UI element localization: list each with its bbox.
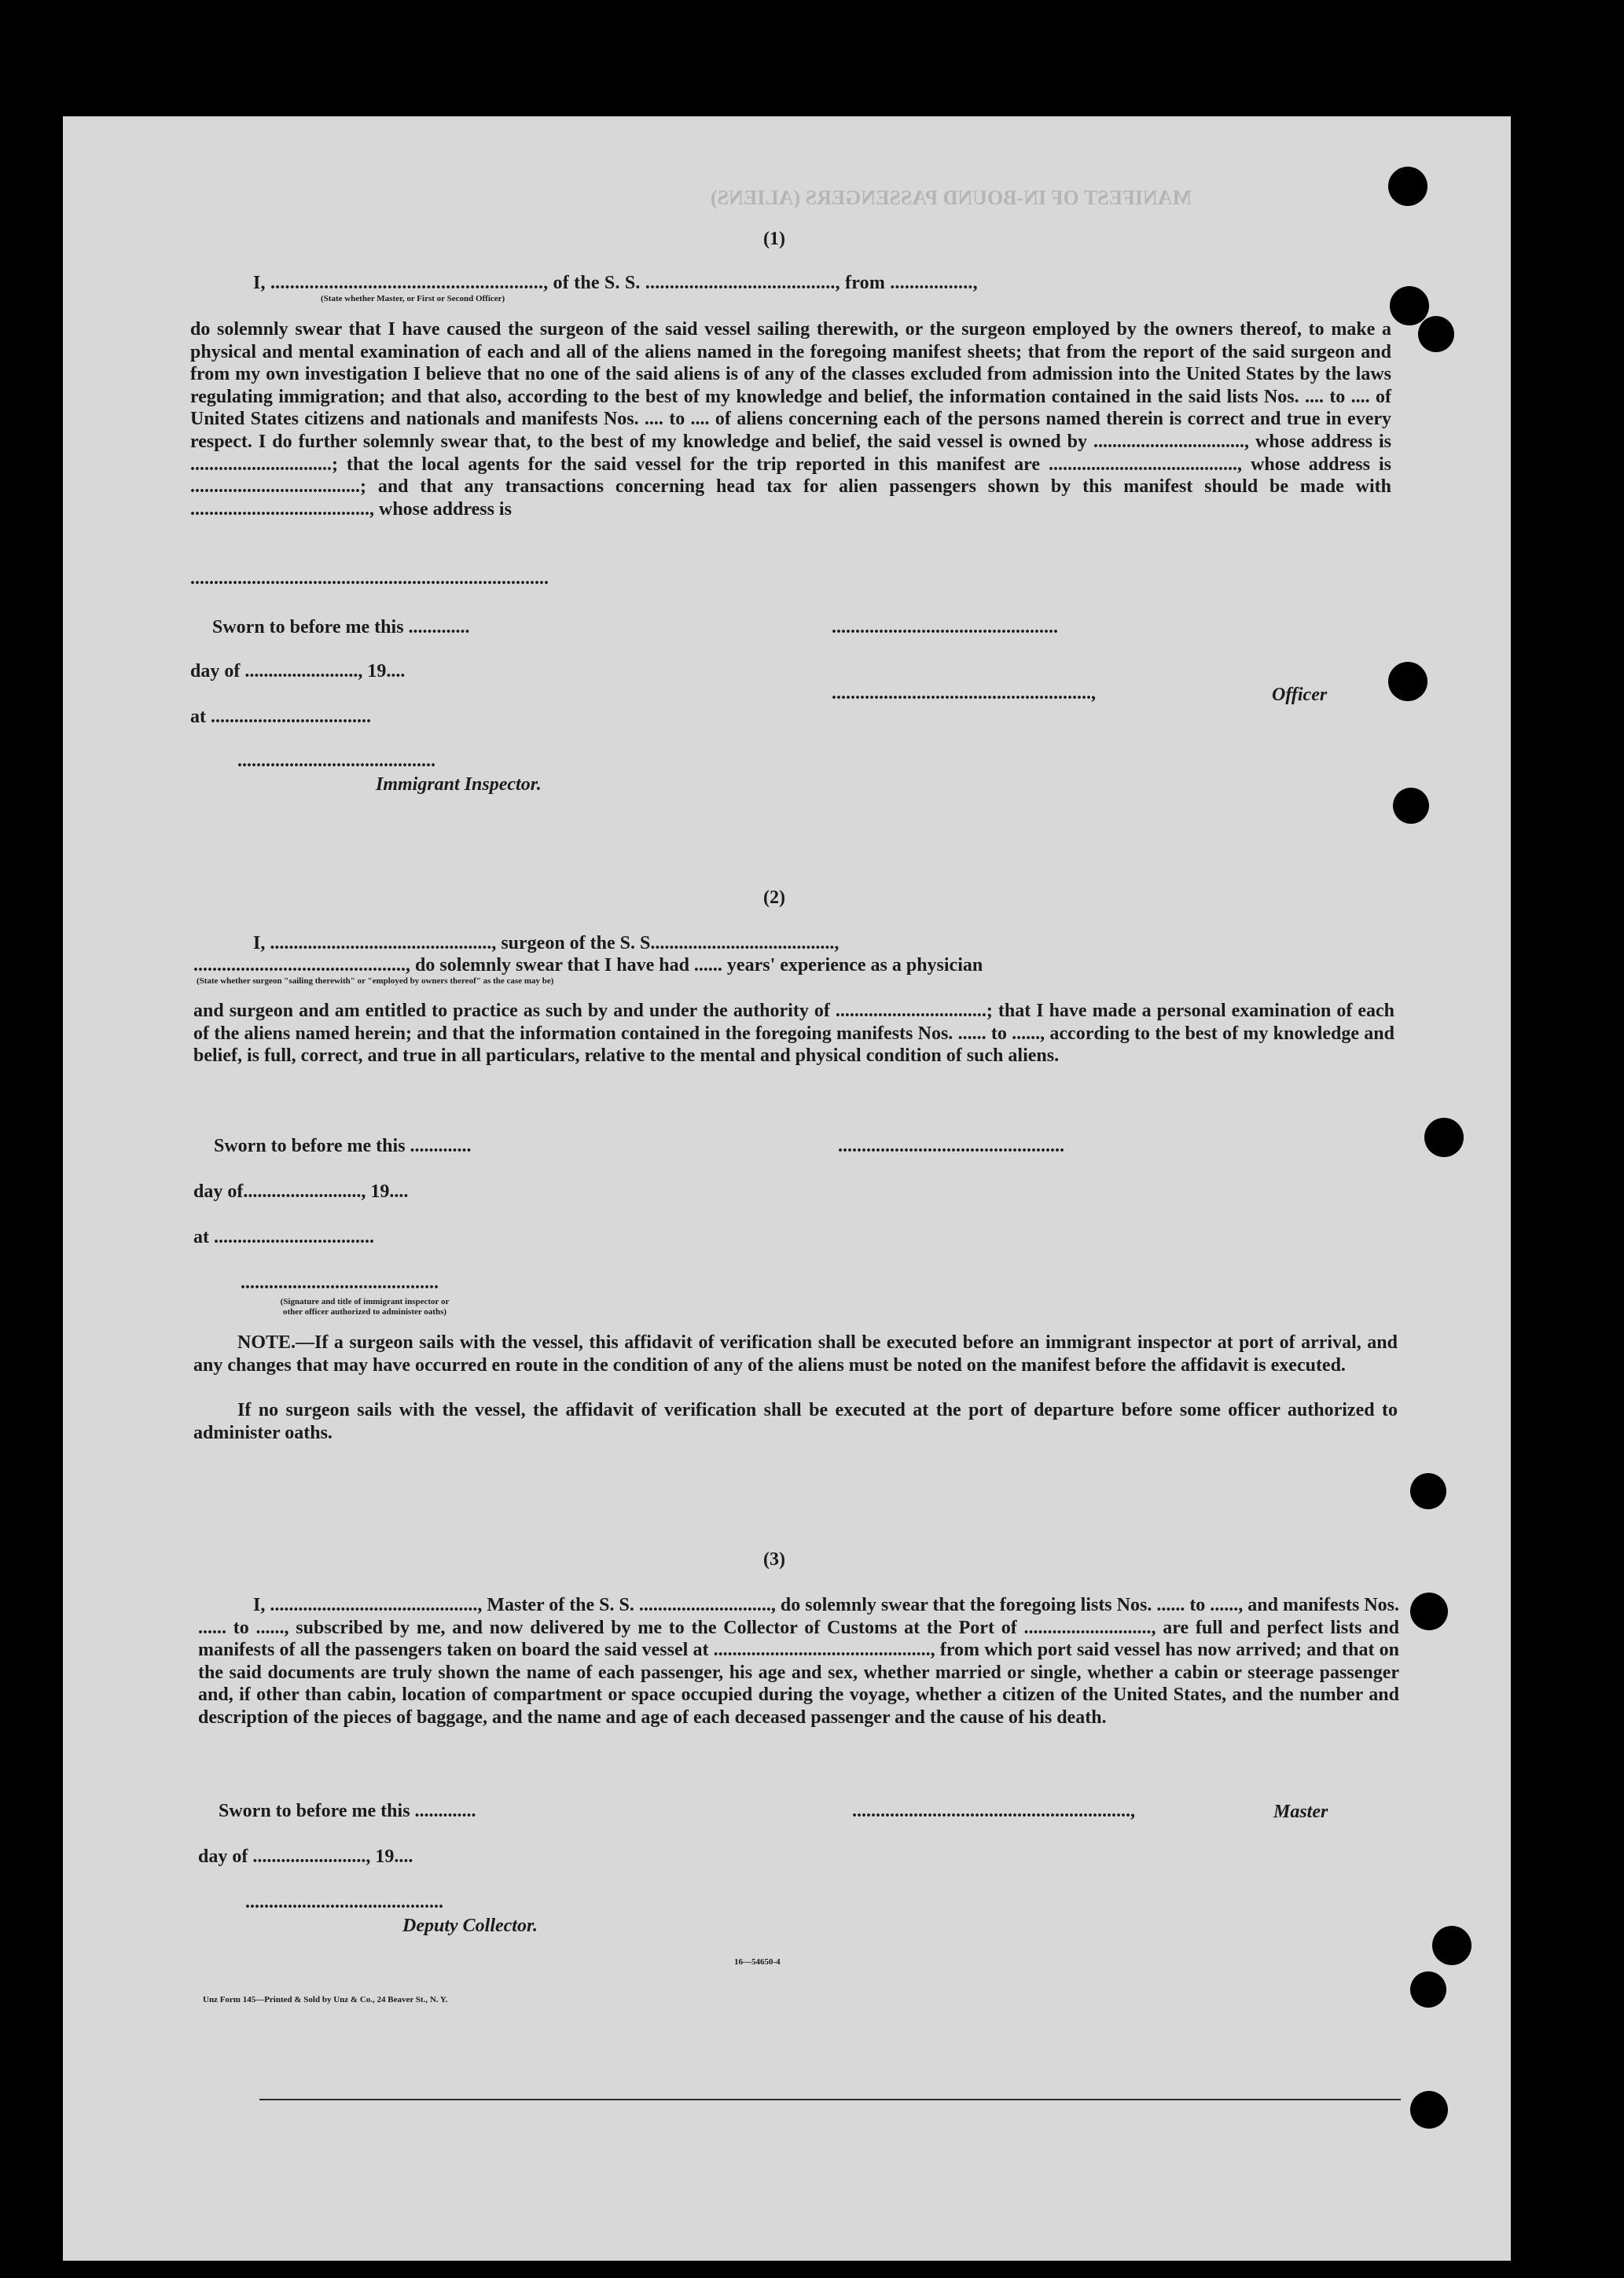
ghost-header: MANIFEST OF IN-BOUND PASSENGERS (ALIENS) [710,186,1192,209]
section-2-authority-line: .......................................... [241,1273,439,1293]
punch-hole [1393,788,1429,824]
section-2-surgeon-line: I, ..............................................., surgeon of the S. S......................................., [253,933,840,953]
section-1-officer-line: ......................................................., [832,683,1096,704]
punch-hole [1410,1971,1446,2008]
section-2-experience-line: ............................................., do solemnly swear that I have had ...... years' experience as a physician [193,955,983,975]
section-1-inspector-line: .......................................... [237,751,435,771]
printer-credit: Unz Form 145—Printed & Sold by Unz & Co., 24 Beaver St., N. Y. [203,1995,448,2004]
section-1-officer-label: Officer [1272,685,1328,705]
section-1-number: (1) [763,229,785,249]
punch-hole [1410,1473,1446,1509]
punch-hole [1418,316,1454,352]
section-3-sworn-line: Sworn to before me this ............. [219,1801,476,1821]
section-1-oath-text: do solemnly swear that I have caused the surgeon of the said vessel sailing therewith, or the surgeon employed by the owners thereof, to make a physical and mental examination of each and all of the aliens named in the foregoing manifest sheets; that from the report of the said surgeon and from my own investigation I believe that no one of the said aliens is of any of the classes excluded from admission into the United States by the laws regulating immigration; and that also, according to the best of my knowledge and belief, the information contained in the said lists Nos. .... to .... of United States citizens and nationals and manifests Nos. .... to .... of aliens concerning each of the persons named therein is correct and true in every respect. I do further solemnly swear that, to the best of my knowledge and belief, the said vessel is owned by ................................, whose address is ..............................; that the local agents for the said vessel for the trip reported in this manifest are ........................................, whose address is ....................................; and that any transactions concerning head tax for alien passengers shown by this manifest should be made with ......................................, whose address is [190,319,1391,520]
section-3-collector-line: .......................................... [245,1892,443,1912]
section-2-authority-note-1: (Signature and title of immigrant inspector or [280,1297,450,1306]
section-2-authority-note-2: other officer authorized to administer oaths) [282,1307,447,1317]
section-2-note-no-surgeon: If no surgeon sails with the vessel, the affidavit of verification shall be executed at the port of departure before some officer authorized to administer oaths. [193,1400,1398,1443]
section-1-inspector-label: Immigrant Inspector. [376,774,542,795]
document-page [63,116,1511,2261]
punch-hole [1432,1926,1472,1965]
section-1-master-line: I, ........................................................, of the S. S. ......................................., from ................., [253,273,978,293]
section-1-sworn-line: Sworn to before me this ............. [212,617,470,637]
section-3-master-label: Master [1273,1802,1328,1822]
section-1-signature-line: ................................................ [832,617,1058,637]
punch-hole [1390,286,1429,325]
punch-hole [1424,1118,1464,1157]
punch-hole [1388,662,1427,701]
punch-hole [1410,2091,1448,2129]
punch-hole [1410,1593,1448,1630]
section-2-oath-text: and surgeon and am entitled to practice as such by and under the authority of ................................; that I have made a personal examination of each of the aliens named herein; and that the information contained in the foregoing manifests Nos. ...... to ......, according to the best of my knowledge and belief, is full, correct, and true in all particulars, relative to the mental and physical condition of such aliens. [193,1001,1394,1067]
section-1-officer-note: (State whether Master, or First or Second Officer) [321,294,505,303]
section-3-deputy-label: Deputy Collector. [402,1916,538,1936]
section-2-surgeon-note: (State whether surgeon "sailing therewith" or "employed by owners thereof" as the case may be) [197,976,554,986]
footer-rule [259,2099,1401,2100]
section-1-day-line: day of ........................, 19.... [190,661,406,682]
section-2-signature-line: ................................................ [838,1136,1064,1156]
punch-hole [1388,167,1427,206]
section-2-sworn-line: Sworn to before me this ............. [214,1136,472,1156]
section-2-number: (2) [763,887,785,908]
section-3-day-line: day of ........................, 19.... [198,1846,413,1867]
section-3-master-line: ..........................................................., [852,1801,1135,1821]
section-3-number: (3) [763,1549,785,1570]
form-code: 16—54650-4 [734,1957,781,1967]
section-2-day-line: day of........................., 19.... [193,1181,409,1202]
section-2-note: NOTE.—If a surgeon sails with the vessel, this affidavit of verification shall be executed before an immigrant inspector at port of arrival, and any changes that may have occurred en route in the condition of any of the aliens must be noted on the manifest before the affidavit is executed. [193,1332,1398,1376]
section-2-at-line: at .................................. [193,1227,374,1247]
section-3-oath-text: I, ............................................, Master of the S. S. ............................, do solemnly swear that the foregoing lists Nos. ...... to ......, and manifests Nos. ...... to ......, subscribed by me, and now delivered by me to the Collector of Customs at the Port of ..........................., are full and perfect lists and manifests of all the passengers taken on board the said vessel at .............................................., from which port said vessel has now arrived; and that on the said documents are truly shown the name of each passenger, his age and sex, whether married or single, whether a cabin or steerage passenger and, if other than cabin, location of compartment or space occupied during the voyage, whether a citizen of the United States, and the number and description of the pieces of baggage, and the name and age of each deceased passenger and the cause of his death. [198,1595,1399,1728]
section-1-at-line: at .................................. [190,707,371,727]
section-1-trailing-dots: ............................................................................ [190,568,549,589]
